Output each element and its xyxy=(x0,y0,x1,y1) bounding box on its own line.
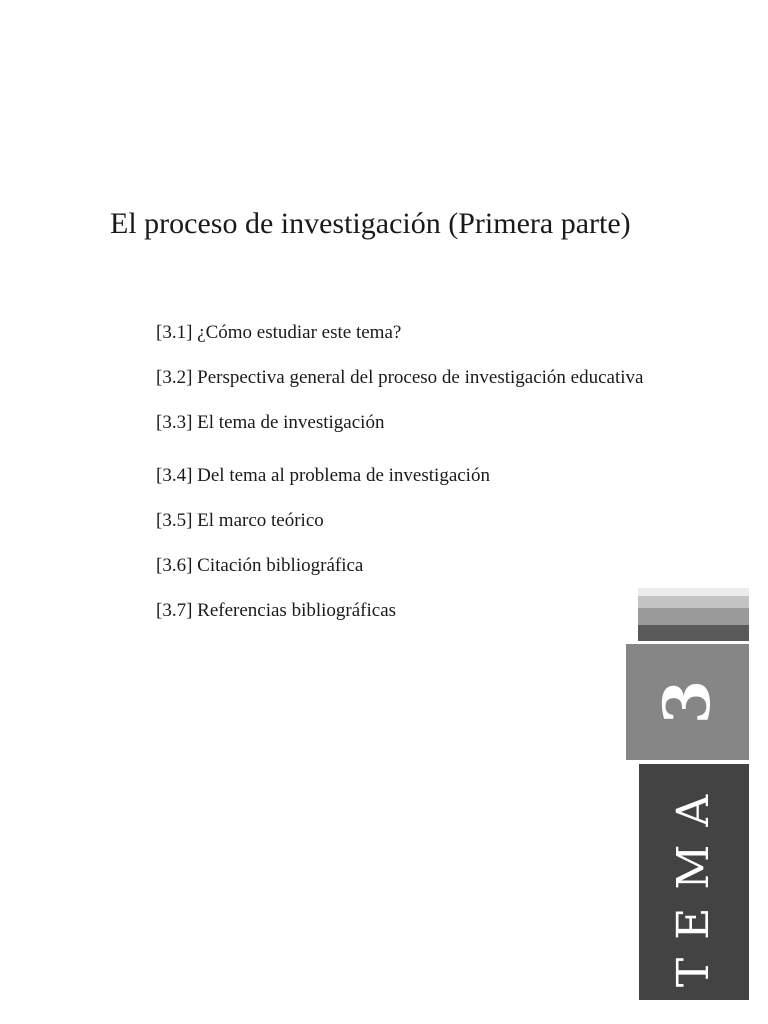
toc-item-3-3[interactable]: [3.3] El tema de investigación xyxy=(156,412,385,433)
tab-stripe-lightest xyxy=(638,588,749,596)
toc-item-3-4[interactable]: [3.4] Del tema al problema de investigación xyxy=(156,465,490,486)
tab-stripe-medium xyxy=(638,608,749,625)
toc-item-3-7[interactable]: [3.7] Referencias bibliográficas xyxy=(156,600,397,621)
chapter-label: TEMA xyxy=(668,776,719,988)
tab-stripe-light xyxy=(638,596,749,608)
toc-item-3-2[interactable]: [3.2] Perspectiva general del proceso de investigación educativa xyxy=(156,367,644,388)
chapter-number: 3 xyxy=(649,679,725,725)
toc-item-3-1[interactable]: [3.1] ¿Cómo estudiar este tema? xyxy=(156,322,402,343)
toc-item-3-5[interactable]: [3.5] El marco teórico xyxy=(156,510,324,531)
toc-item-3-6[interactable]: [3.6] Citación bibliográfica xyxy=(156,555,364,576)
chapter-number-box xyxy=(626,644,749,760)
page-title: El proceso de investigación (Primera parte) xyxy=(110,207,631,240)
chapter-label-box xyxy=(639,764,749,1000)
tab-stripe-dark xyxy=(638,625,749,641)
